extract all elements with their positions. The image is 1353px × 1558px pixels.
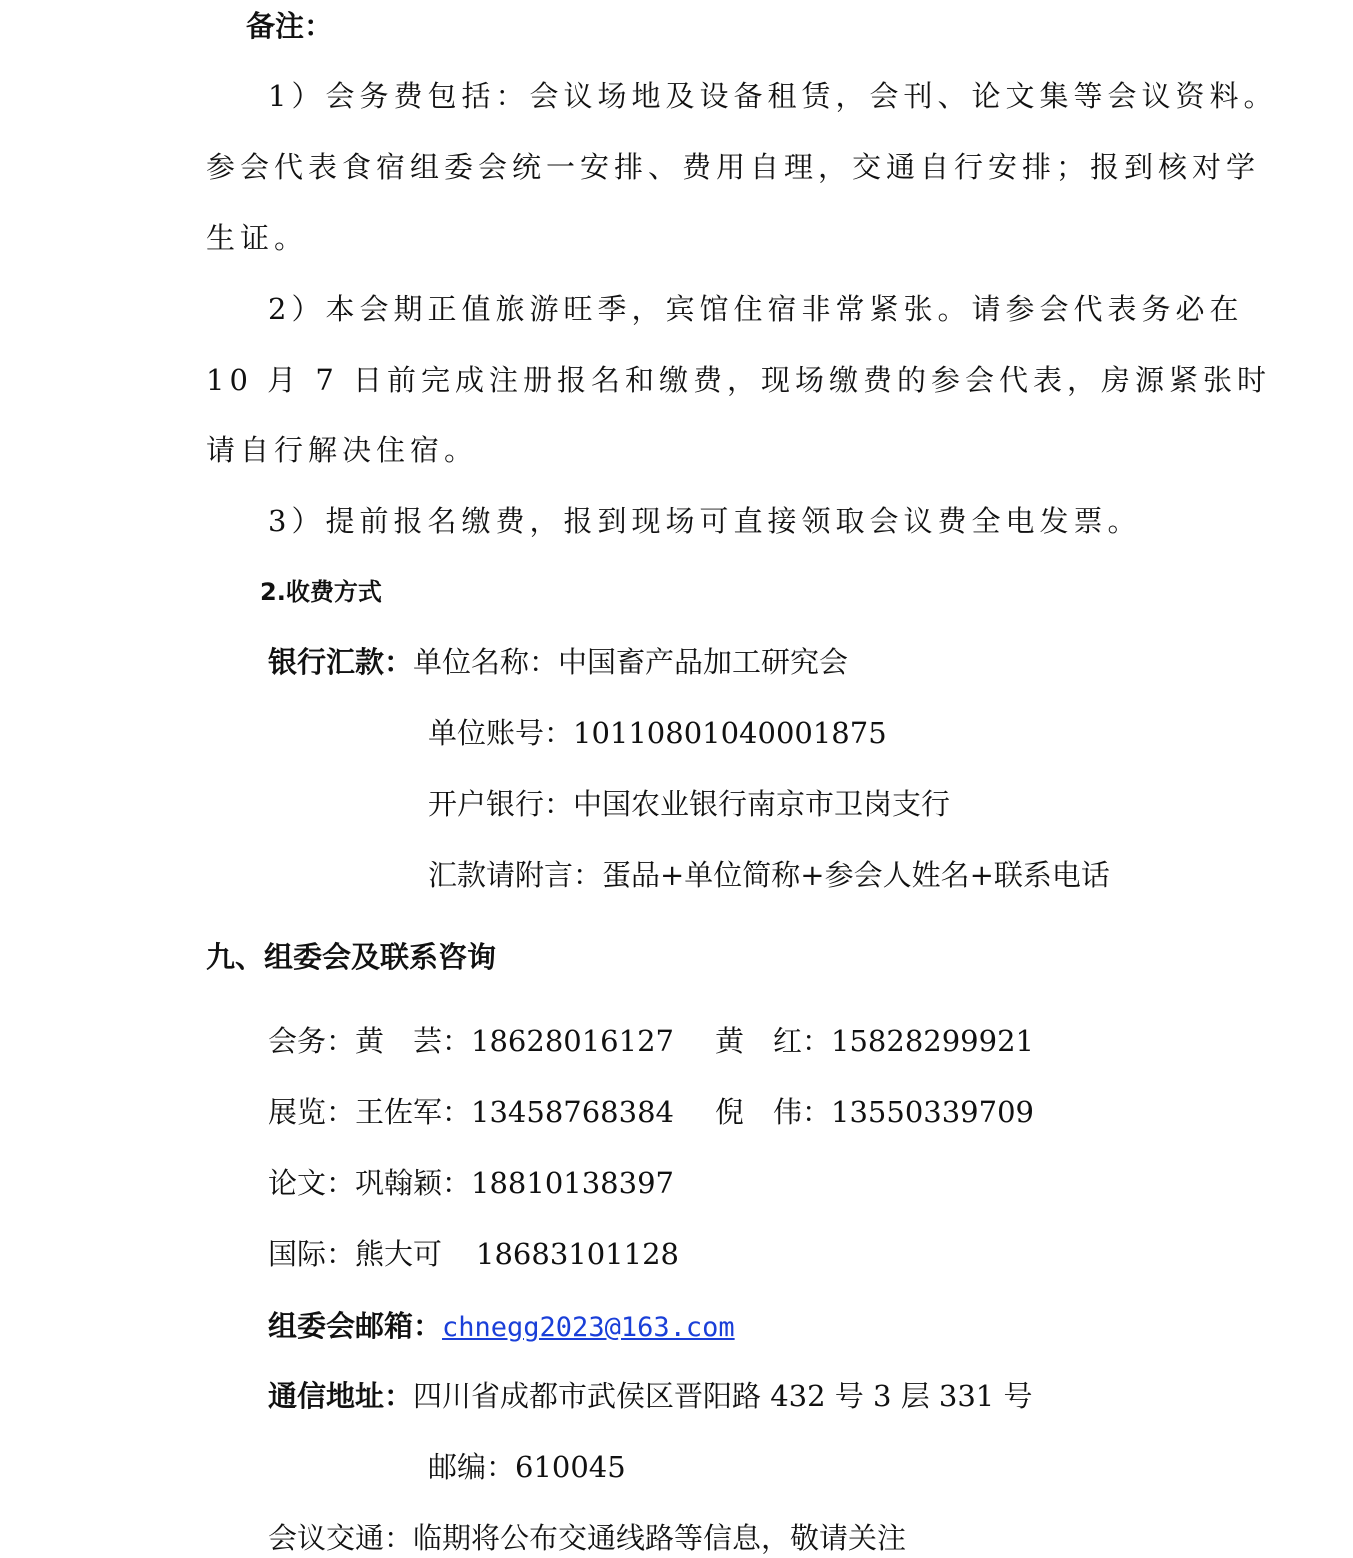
- remark-2-line-2: 10 月 7 日前完成注册报名和缴费，现场缴费的参会代表，房源紧张时: [206, 363, 1272, 397]
- address: 四川省成都市武侯区晋阳路 432 号 3 层 331 号: [413, 1379, 1033, 1413]
- contact-phone: 13458768384: [471, 1095, 674, 1129]
- bank-transfer-label: 银行汇款：: [268, 645, 414, 679]
- contact-name: 倪 伟：: [715, 1095, 832, 1129]
- remark-1-line-3: 生证。: [206, 221, 309, 255]
- contact-role: 展览：: [268, 1095, 356, 1129]
- contact-name: 黄 红：: [715, 1024, 832, 1058]
- postcode: 邮编：610045: [428, 1450, 626, 1484]
- contact-phone: 18683101128: [476, 1237, 679, 1271]
- email-link[interactable]: chnegg2023@163.com: [442, 1312, 735, 1343]
- contact-role: 论文：: [268, 1166, 356, 1200]
- account-name: 单位名称：中国畜产品加工研究会: [413, 645, 849, 679]
- contact-phone: 18628016127: [471, 1024, 674, 1058]
- contact-phone: 13550339709: [831, 1095, 1034, 1129]
- contact-secondary: [715, 1021, 1034, 1061]
- account-number: 单位账号：10110801040001875: [428, 716, 887, 750]
- transport-note: 会议交通：临期将公布交通线路等信息，敬请关注: [268, 1521, 907, 1555]
- remark-2-line-3: 请自行解决住宿。: [206, 433, 479, 467]
- committee-heading: 九、组委会及联系咨询: [206, 940, 497, 974]
- payment-heading: 2.收费方式: [260, 578, 382, 606]
- contact-phone: 18810138397: [471, 1166, 674, 1200]
- remit-note: 汇款请附言：蛋品+单位简称+参会人姓名+联系电话: [428, 858, 1110, 892]
- contact-secondary: [715, 1092, 1034, 1132]
- bank-name: 开户银行：中国农业银行南京市卫岗支行: [428, 787, 951, 821]
- email-row: [268, 1306, 735, 1348]
- contact-role: 会务：: [268, 1024, 356, 1058]
- remark-1-line-2: 参会代表食宿组委会统一安排、费用自理，交通自行安排；报到核对学: [206, 150, 1261, 184]
- email-label: 组委会邮箱：: [268, 1309, 443, 1343]
- contact-name: 巩翰颖：: [355, 1166, 472, 1200]
- contact-name: 熊大可: [355, 1237, 443, 1271]
- bank-transfer-row: [268, 642, 848, 682]
- remark-2-line-1: 2）本会期正值旅游旺季，宾馆住宿非常紧张。请参会代表务必在: [268, 292, 1244, 326]
- contact-name: 黄 芸：: [355, 1024, 472, 1058]
- contact-role: 国际：: [268, 1237, 356, 1271]
- contact-row: [268, 1092, 674, 1132]
- contact-phone: 15828299921: [831, 1024, 1034, 1058]
- contact-name: 王佐军：: [355, 1095, 472, 1129]
- remarks-heading: 备注：: [246, 9, 334, 43]
- remark-3: 3）提前报名缴费，报到现场可直接领取会议费全电发票。: [268, 504, 1142, 538]
- address-row: [268, 1376, 1032, 1416]
- address-label: 通信地址：: [268, 1379, 414, 1413]
- contact-row: [268, 1234, 679, 1274]
- contact-row: [268, 1163, 674, 1203]
- remark-1-line-1: 1）会务费包括：会议场地及设备租赁，会刊、论文集等会议资料。: [268, 79, 1278, 113]
- contact-row: [268, 1021, 674, 1061]
